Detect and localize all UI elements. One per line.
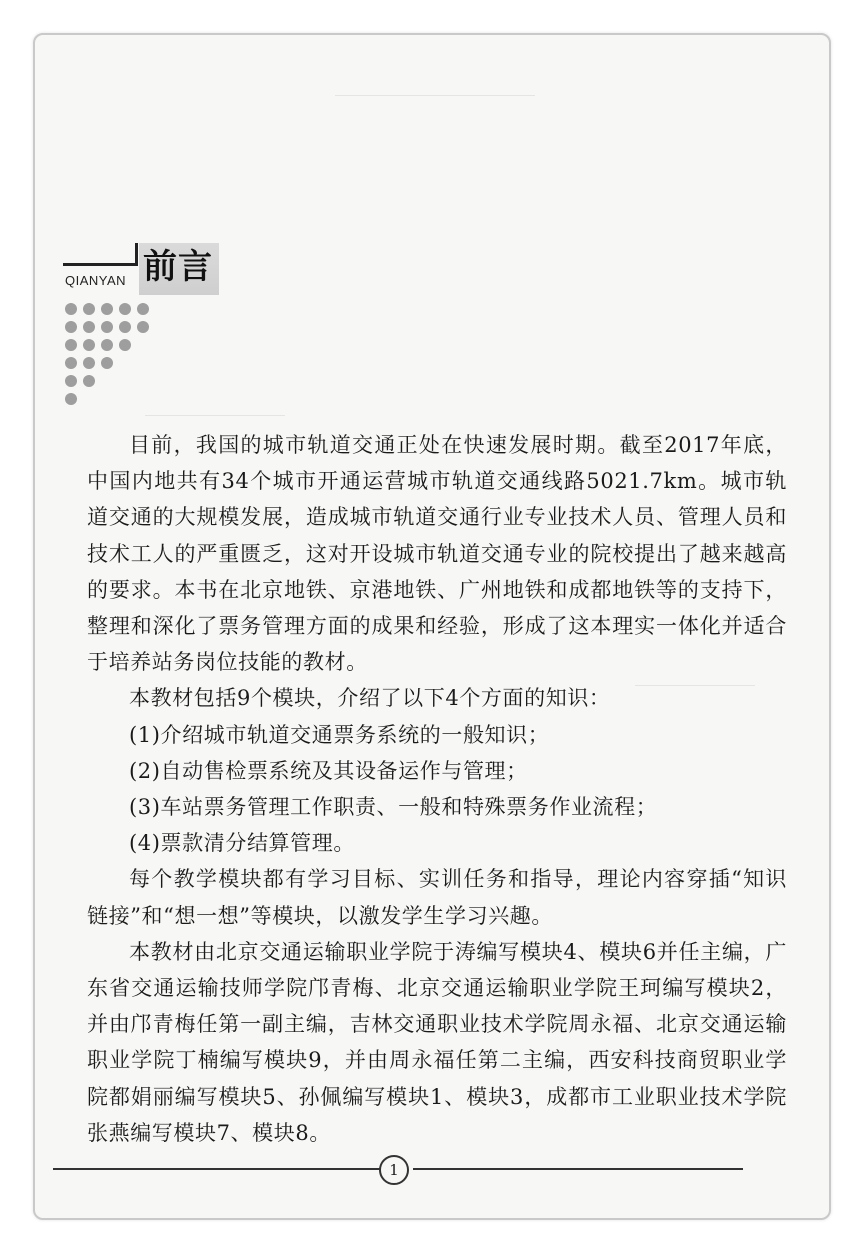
paragraph-teaching-modules: 每个教学模块都有学习目标、实训任务和指导，理论内容穿插“知识链接”和“想一想”等模块，以激发学生学习兴趣。 (87, 867, 787, 928)
bleed-through-line (145, 415, 285, 416)
title-underline-bar (63, 263, 135, 266)
page-subtitle: QIANYAN (65, 273, 127, 288)
list-item-3: (3)车站票务管理工作职责、一般和特殊票务作业流程； (129, 795, 658, 820)
preface-body (87, 427, 787, 1151)
bleed-through-text (285, 135, 722, 164)
list-item-4: (4)票款清分结算管理。 (129, 831, 355, 856)
page-number-circle: 1 (379, 1155, 409, 1185)
list-item-2: (2)自动售检票系统及其设备运作与管理； (129, 758, 528, 783)
list-item-1: (1)介绍城市轨道交通票务系统的一般知识； (129, 722, 550, 747)
paragraph-authors: 本教材由北京交通运输职业学院于涛编写模块4、模块6并任主编，广东省交通运输技师学院邝青梅、北京交通运输职业学院王珂编写模块2，并由邝青梅任第一副主编，吉林交通职业技术学院周永福、北京交通运输职业学院丁楠编写模块9，并由周永福任第二主编，西安科技商贸职业学院都娟丽编写模块5、孙佩编写模块1、模块3，成都市工业职业技术学院张燕编写模块7、模块8。 (87, 939, 787, 1145)
preface-header (35, 215, 275, 375)
page-title: 前言 (143, 247, 213, 287)
footer-rule-right (413, 1168, 743, 1170)
bleed-through-line (335, 95, 535, 96)
paragraph-intro: 目前，我国的城市轨道交通正处在快速发展时期。截至2017年底，中国内地共有34个城市开通运营城市轨道交通线路5021.7km。城市轨道交通的大规模发展，造成城市轨道交通行业专业技术人员、管理人员和技术工人的严重匮乏，这对开设城市轨道交通专业的院校提出了越来越高的要求。本书在北京地铁、京港地铁、广州地铁和成都地铁等的支持下，整理和深化了票务管理方面的成果和经验，形成了这本理实一体化并适合于培养站务岗位技能的教材。 (87, 433, 787, 675)
book-page (33, 33, 831, 1220)
paragraph-modules-overview: 本教材包括9个模块，介绍了以下4个方面的知识： (129, 686, 611, 711)
title-vertical-bar (135, 243, 138, 266)
footer-rule-left (53, 1168, 383, 1170)
